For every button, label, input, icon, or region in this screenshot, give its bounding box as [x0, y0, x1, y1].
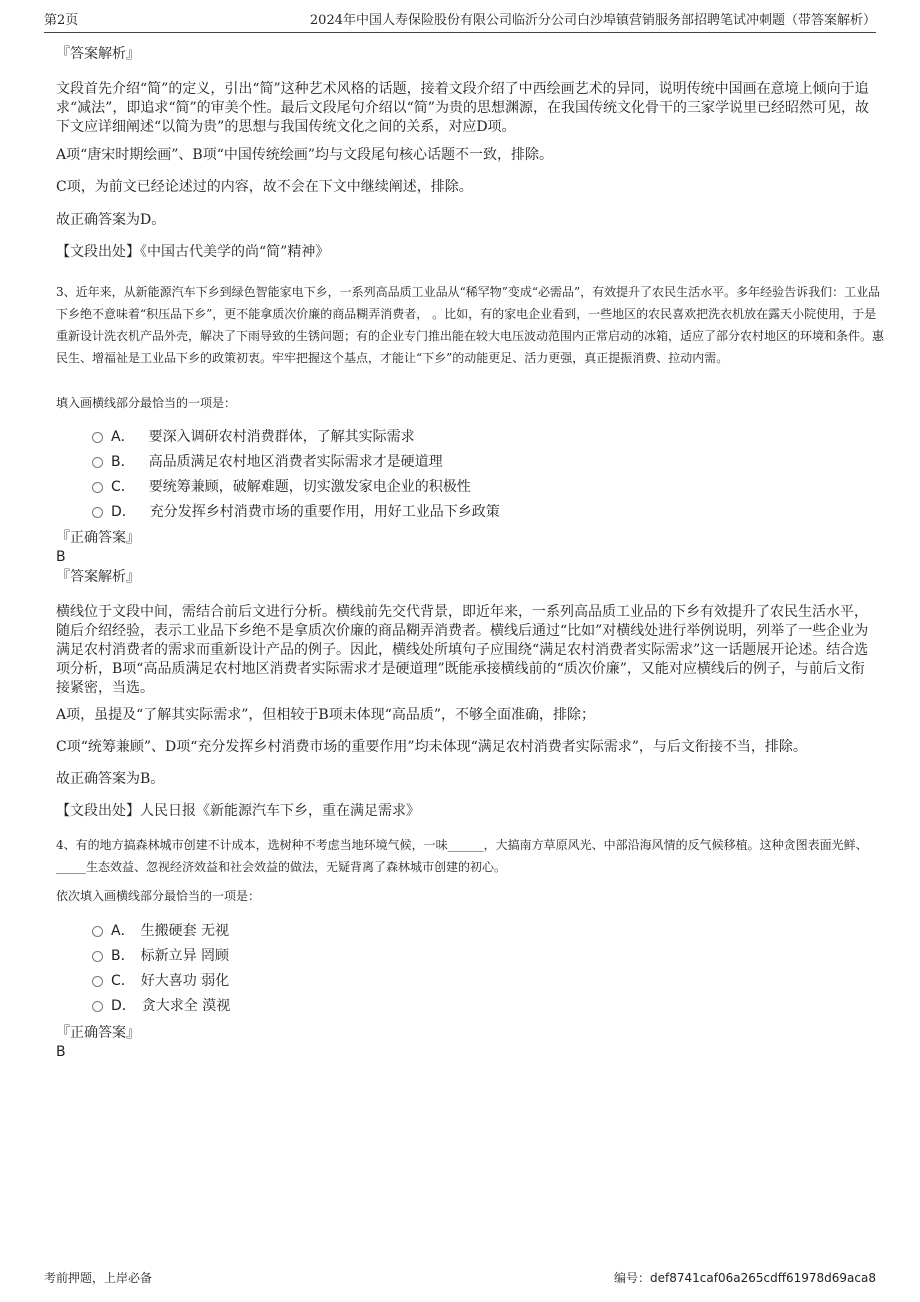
page-header: [44, 12, 876, 33]
question-stem: 4、有的地方搞森林城市创建不计成本，选树种不考虑当地环境气候，一味______，大搞南方草原风光、中部沿海风情的反气候移植。这种贪图表面光鲜、_____生态效益、忽视经济效益和社会效益的做法，无疑背离了森林城市创建的初心。: [56, 838, 868, 874]
question-stem: 3、近年来，从新能源汽车下乡到绿色智能家电下乡，一系列高品质工业品从“稀罕物”变成“必需品”，有效提升了农民生活水平。多年经验告诉我们：工业品下乡绝不意味着“积压品下乡”，更不能拿质次价廉的商品糊弄消费者， 。比如，有的家电企业看到，一些地区的农民喜欢把洗衣机放在露天小院使用，于是重新设计洗衣机产品外壳，解决了下雨导致的生锈问题；有的企业专门推出能在较大电压波动范围内正常启动的冰箱，适应了部分农村地区的环境和条件。惠民生、增福祉是工业品下乡的政策初衷。牢牢把握这个基点，才能让“下乡”的动能更足、活力更强，真正提振消费、拉动内需。: [56, 285, 885, 365]
option-key: A．: [111, 923, 135, 939]
option-key: C．: [111, 479, 135, 495]
footer-slogan: 考前押题，上岸必备: [44, 1271, 153, 1285]
answer-statement: 故正确答案为B。: [56, 771, 165, 787]
option-key: C．: [111, 973, 135, 989]
option-key: D．: [111, 504, 136, 520]
analysis-paragraph: C项“统筹兼顾”、D项“充分发挥乡村消费市场的重要作用”均未体现“满足农村消费者实际需求”，与后文衔接不当，排除。: [56, 739, 807, 755]
option-key: B．: [111, 454, 135, 470]
document-title: 2024年中国人寿保险股份有限公司临沂分公司白沙埠镇营销服务部招聘笔试冲刺题（带答案解析）: [309, 13, 876, 28]
option-text: 高品质满足农村地区消费者实际需求才是硬道理: [148, 454, 443, 470]
analysis-paragraph: A项“唐宋时期绘画”、B项“中国传统绘画”均与文段尾句核心话题不一致，排除。: [56, 147, 554, 163]
radio-icon[interactable]: [92, 976, 103, 987]
option-text: 要深入调研农村消费群体，了解其实际需求: [148, 429, 415, 445]
option-text: 贪大求全 漠视: [141, 998, 231, 1014]
radio-icon[interactable]: [92, 926, 103, 937]
option-text: 充分发挥乡村消费市场的重要作用，用好工业品下乡政策: [149, 504, 500, 520]
option-text: 要统筹兼顾，破解难题，切实激发家电企业的积极性: [148, 479, 471, 495]
radio-icon[interactable]: [92, 507, 103, 518]
option-a[interactable]: [92, 427, 415, 447]
analysis-paragraph: A项，虽提及“了解其实际需求”，但相较于B项未体现“高品质”，不够全面准确，排除；: [56, 707, 596, 723]
option-b[interactable]: [92, 946, 229, 966]
answer-statement: 故正确答案为D。: [56, 212, 166, 228]
option-key: D．: [111, 998, 136, 1014]
radio-icon[interactable]: [92, 432, 103, 443]
source-citation: 【文段出处】人民日报《新能源汽车下乡，重在满足需求》: [56, 803, 420, 819]
option-key: B．: [111, 948, 135, 964]
radio-icon[interactable]: [92, 1001, 103, 1012]
source-citation: 【文段出处】《中国古代美学的尚“简”精神》: [56, 244, 330, 260]
option-d[interactable]: [92, 502, 500, 522]
option-c[interactable]: [92, 971, 229, 991]
correct-answer-heading: 『正确答案』: [56, 530, 140, 546]
option-d[interactable]: [92, 996, 230, 1016]
question-prompt: 依次填入画横线部分最恰当的一项是：: [56, 889, 261, 903]
document-code: 编号：def8741caf06a265cdff61978d69aca8: [614, 1271, 876, 1285]
radio-icon[interactable]: [92, 482, 103, 493]
option-b[interactable]: [92, 452, 443, 472]
analysis-paragraph: 横线位于文段中间，需结合前后文进行分析。横线前先交代背景，即近年来，一系列高品质工业品的下乡有效提升了农民生活水平，随后介绍经验，表示工业品下乡绝不是拿质次价廉的商品糊弄消费者。横线后通过“比如”对横线处进行举例说明，列举了一些企业为满足农村消费者的需求而重新设计产品的例子。因此，横线处所填句子应围绕“满足农村消费者实际需求”这一话题展开论述。结合选项分析，B项“高品质满足农村地区消费者实际需求才是硬道理”既能承接横线前的“质次价廉”，又能对应横线后的例子，与前后文衔接紧密，当选。: [56, 604, 869, 696]
radio-icon[interactable]: [92, 457, 103, 468]
option-key: A．: [111, 429, 135, 445]
correct-answer: B: [56, 1044, 66, 1060]
option-text: 标新立异 罔顾: [140, 948, 230, 964]
option-text: 好大喜功 弱化: [140, 973, 230, 989]
correct-answer: B: [56, 549, 66, 565]
analysis-paragraph: 文段首先介绍“简”的定义，引出“简”这种艺术风格的话题，接着文段介绍了中西绘画艺术的异同，说明传统中国画在意境上倾向于追求“减法”，即追求“简”的审美个性。最后文段尾句介绍以“简”为贵的思想渊源，在我国传统文化骨干的三家学说里已经昭然可见，故下文应详细阐述“以简为贵”的思想与我国传统文化之间的关系，对应D项。: [56, 81, 869, 135]
option-a[interactable]: [92, 921, 229, 941]
analysis-heading: 『答案解析』: [56, 569, 140, 585]
question-prompt: 填入画横线部分最恰当的一项是：: [56, 396, 237, 410]
analysis-heading: 『答案解析』: [56, 46, 140, 62]
option-text: 生搬硬套 无视: [140, 923, 230, 939]
radio-icon[interactable]: [92, 951, 103, 962]
page-number: 第2页: [44, 13, 79, 28]
analysis-paragraph: C项，为前文已经论述过的内容，故不会在下文中继续阐述，排除。: [56, 179, 473, 195]
correct-answer-heading: 『正确答案』: [56, 1025, 140, 1041]
option-c[interactable]: [92, 477, 471, 497]
